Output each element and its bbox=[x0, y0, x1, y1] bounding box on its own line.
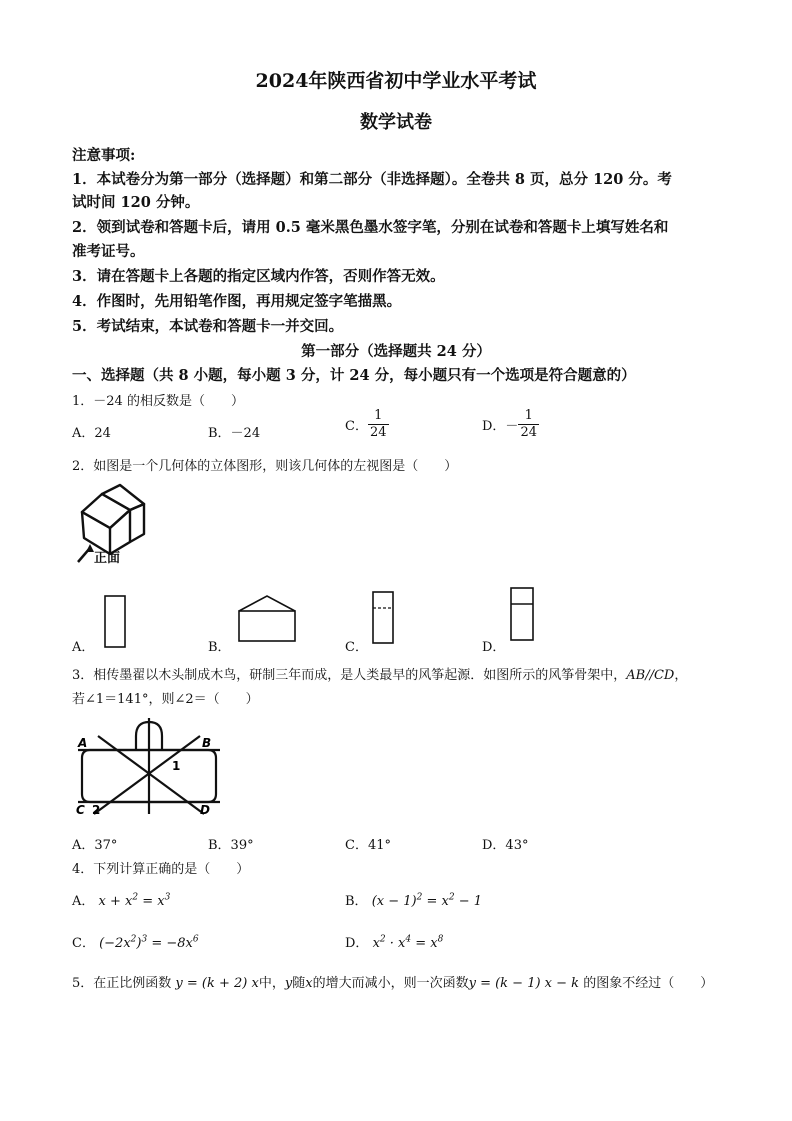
q4-option-c-label: C． bbox=[72, 936, 95, 951]
q3-point-a: A bbox=[78, 736, 88, 750]
q3-option-b: B．39° bbox=[208, 838, 254, 853]
q2-solid-figure bbox=[74, 482, 164, 564]
q4-option-d-label: D． bbox=[345, 936, 369, 951]
q2-front-label: 正面 bbox=[94, 551, 121, 564]
q1-c-denominator: 24 bbox=[369, 425, 387, 440]
q2-option-c-figure bbox=[368, 586, 398, 648]
q5-stem-a: 5．在正比例函数 bbox=[72, 976, 172, 991]
q5-var-x: x bbox=[305, 976, 313, 991]
q1-option-b: B．－24 bbox=[208, 426, 261, 441]
notice-item-2a: 2．领到试卷和答题卡后，请用 0.5 毫米黑色墨水签字笔，分别在试卷和答题卡上填写姓名和 bbox=[72, 219, 669, 236]
q2-right-face bbox=[130, 504, 144, 542]
q2-option-a-figure bbox=[100, 592, 130, 652]
q3-angle-1: 1 bbox=[172, 759, 181, 773]
q4-option-c bbox=[72, 932, 199, 951]
q2-front-face bbox=[82, 512, 110, 554]
notice-item-5: 5．考试结束，本试卷和答题卡一并交回。 bbox=[72, 318, 344, 335]
q3-stem-end: ， bbox=[674, 668, 688, 683]
q1-d-numerator: 1 bbox=[518, 408, 539, 425]
exam-title: 2024年陕西省初中学业水平考试 bbox=[255, 70, 537, 92]
q4-option-a-label: A． bbox=[72, 894, 95, 909]
q5-stem-c: 随 bbox=[292, 976, 306, 991]
q3-angle-2: 2 bbox=[92, 803, 101, 816]
q4-option-b-label: B． bbox=[345, 894, 368, 909]
q3-kite-figure bbox=[74, 716, 224, 816]
q3-stem-line1 bbox=[72, 664, 687, 683]
q1-d-denominator: 24 bbox=[520, 425, 537, 440]
q4-stem: 4．下列计算正确的是（ ） bbox=[72, 862, 250, 877]
q5-stem-e: 的图象不经过（ ） bbox=[583, 976, 714, 991]
q4-option-b bbox=[345, 890, 482, 909]
q5-function-2: y = (k − 1) x − k bbox=[468, 976, 580, 991]
q3-option-a: A．37° bbox=[72, 838, 118, 853]
q2-option-b-figure bbox=[234, 592, 300, 646]
q4-option-a-expr: $x + x^2 = x^3$ bbox=[98, 892, 171, 909]
q1-option-c-label: C． bbox=[345, 419, 368, 434]
q1-c-numerator: 1 bbox=[368, 408, 389, 425]
q2-stem: 2．如图是一个几何体的立体图形，则该几何体的左视图是（ ） bbox=[72, 459, 458, 474]
q3-stem-math: AB//CD bbox=[626, 668, 675, 683]
notice-heading: 注意事项: bbox=[72, 147, 136, 164]
q5-function-1: y = (k + 2) x bbox=[175, 976, 259, 991]
q2-option-d-label: D． bbox=[482, 640, 506, 655]
q2-option-b-label: B． bbox=[208, 640, 231, 655]
q4-option-b-expr: $(x - 1)^2 = x^2 - 1$ bbox=[371, 892, 483, 909]
notice-item-4: 4．作图时，先用铅笔作图，再用规定签字笔描黑。 bbox=[72, 293, 402, 310]
q5-var-y: y bbox=[284, 976, 293, 991]
q2-option-a-label: A． bbox=[72, 640, 95, 655]
part1-title: 第一部分（选择题共 24 分） bbox=[301, 343, 491, 360]
q5-stem bbox=[72, 972, 713, 991]
notice-item-1b: 试时间 120 分钟。 bbox=[72, 194, 200, 211]
q5-stem-d: 的增大而减小，则一次函数 bbox=[312, 976, 469, 991]
q3-point-d: D bbox=[200, 803, 210, 816]
q2-arrow-head bbox=[86, 544, 94, 552]
q3-option-d: D．43° bbox=[482, 838, 529, 853]
q3-stem-text: 3．相传墨翟以木头制成木鸟，研制三年而成，是人类最早的风筝起源．如图所示的风筝骨架中， bbox=[72, 668, 627, 683]
q2-roof-left bbox=[82, 494, 130, 528]
q3-point-c: C bbox=[76, 803, 85, 816]
q1-option-c-fraction bbox=[368, 408, 389, 441]
q1-option-a: A．24 bbox=[72, 426, 111, 441]
section1-title: 一、选择题（共 8 小题，每小题 3 分，计 24 分，每小题只有一个选项是符合题意的） bbox=[72, 367, 636, 384]
q2-option-c-label: C． bbox=[345, 640, 368, 655]
q1-stem: 1．－24 的相反数是（ ） bbox=[72, 394, 244, 409]
q1-option-d-label: D．－ bbox=[482, 419, 519, 434]
q3-stem-line2: 若∠1＝141°，则∠2＝（ ） bbox=[72, 692, 259, 707]
q1-option-d bbox=[482, 408, 539, 441]
q3-option-c: C．41° bbox=[345, 838, 391, 853]
q4-option-c-expr: $(-2x^2)^3 = -8x^6$ bbox=[99, 934, 199, 951]
q3-point-b: B bbox=[202, 736, 212, 750]
q5-stem-b: 中， bbox=[258, 976, 285, 991]
q1-option-c bbox=[345, 408, 389, 441]
notice-item-1a: 1．本试卷分为第一部分（选择题）和第二部分（非选择题）。全卷共 8 页，总分 120 分。考 bbox=[72, 171, 672, 188]
notice-item-3: 3．请在答题卡上各题的指定区域内作答，否则作答无效。 bbox=[72, 268, 445, 285]
q2-option-d-figure bbox=[505, 582, 541, 648]
notice-item-2b: 准考证号。 bbox=[72, 243, 145, 260]
q4-option-d bbox=[345, 932, 443, 951]
q4-option-d-expr: $x^2 \cdot x^4 = x^8$ bbox=[372, 934, 444, 951]
exam-subtitle: 数学试卷 bbox=[360, 112, 432, 133]
q4-option-a bbox=[72, 890, 170, 909]
q1-option-d-fraction bbox=[518, 408, 539, 441]
